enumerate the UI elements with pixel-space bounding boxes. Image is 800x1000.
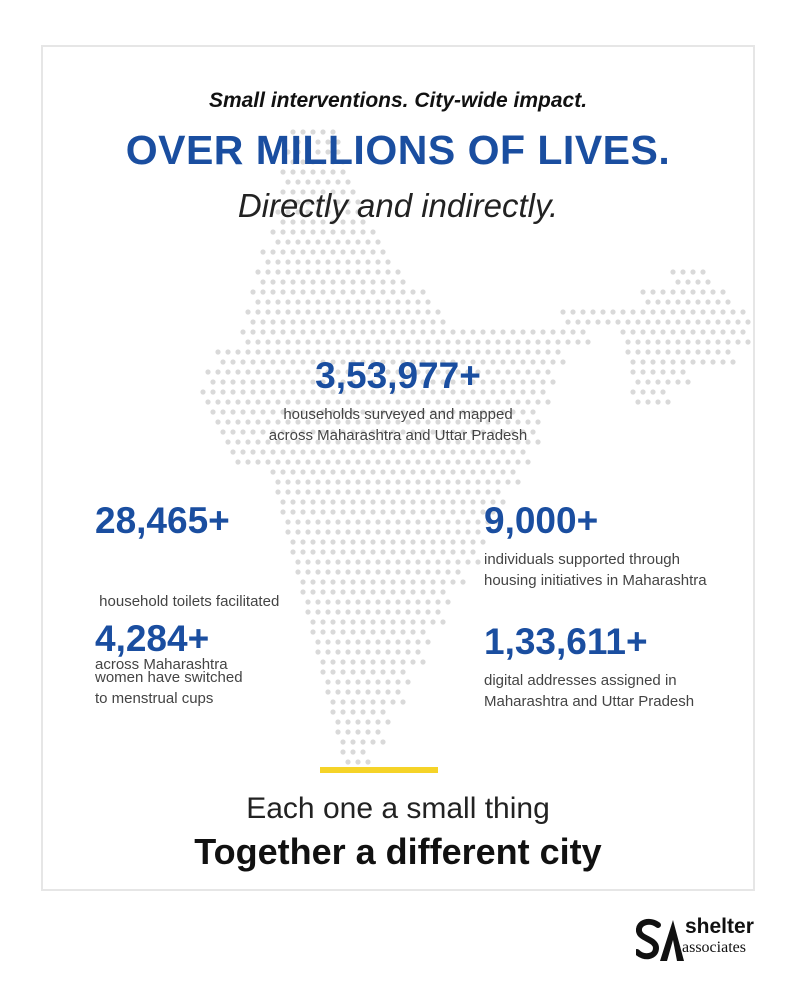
stat-value: 28,465+ <box>95 500 230 541</box>
stat-description <box>43 404 753 446</box>
stat-description <box>484 549 707 591</box>
stat-desc-line: Maharashtra and Uttar Pradesh <box>484 693 695 710</box>
headline: OVER MILLIONS OF LIVES. <box>125 127 671 173</box>
logo-word-associates: associates <box>682 939 746 956</box>
stat-description <box>95 667 243 709</box>
yellow-divider <box>320 767 438 773</box>
logo-word-shelter: shelter <box>685 915 754 938</box>
closing-line-2: Together a different city <box>194 831 602 872</box>
stat-value: 9,000+ <box>484 500 599 541</box>
stat-digital-addresses <box>484 623 694 712</box>
stat-housing <box>484 502 707 591</box>
stat-description <box>484 670 694 712</box>
stat-value: 4,284+ <box>95 618 210 659</box>
sa-logo-icon <box>636 917 686 963</box>
stat-desc-line: housing initiatives in Maharashtra <box>484 572 707 589</box>
stat-desc-line: digital addresses assigned in <box>484 672 677 689</box>
stat-desc-line: women have switched <box>95 669 243 686</box>
stat-desc-line: individuals supported through <box>484 551 680 568</box>
stat-value: 3,53,977+ <box>315 355 481 396</box>
infographic-card <box>41 45 755 891</box>
closing-line-1: Each one a small thing <box>246 792 550 825</box>
subheadline: Directly and indirectly. <box>237 187 559 224</box>
stat-desc-line: household toilets facilitated <box>95 593 280 610</box>
stat-desc-line: households surveyed and mapped <box>283 406 513 423</box>
tagline: Small interventions. City-wide impact. <box>208 89 588 112</box>
stat-desc-line: across Maharashtra <box>95 656 228 673</box>
shelter-associates-logo <box>636 915 766 965</box>
stat-desc-line: to menstrual cups <box>95 690 214 707</box>
stat-desc-line: across Maharashtra and Uttar Pradesh <box>268 427 528 444</box>
stat-value: 1,33,611+ <box>484 621 648 662</box>
stat-households-surveyed <box>43 357 753 446</box>
stat-menstrual-cups <box>95 620 243 709</box>
